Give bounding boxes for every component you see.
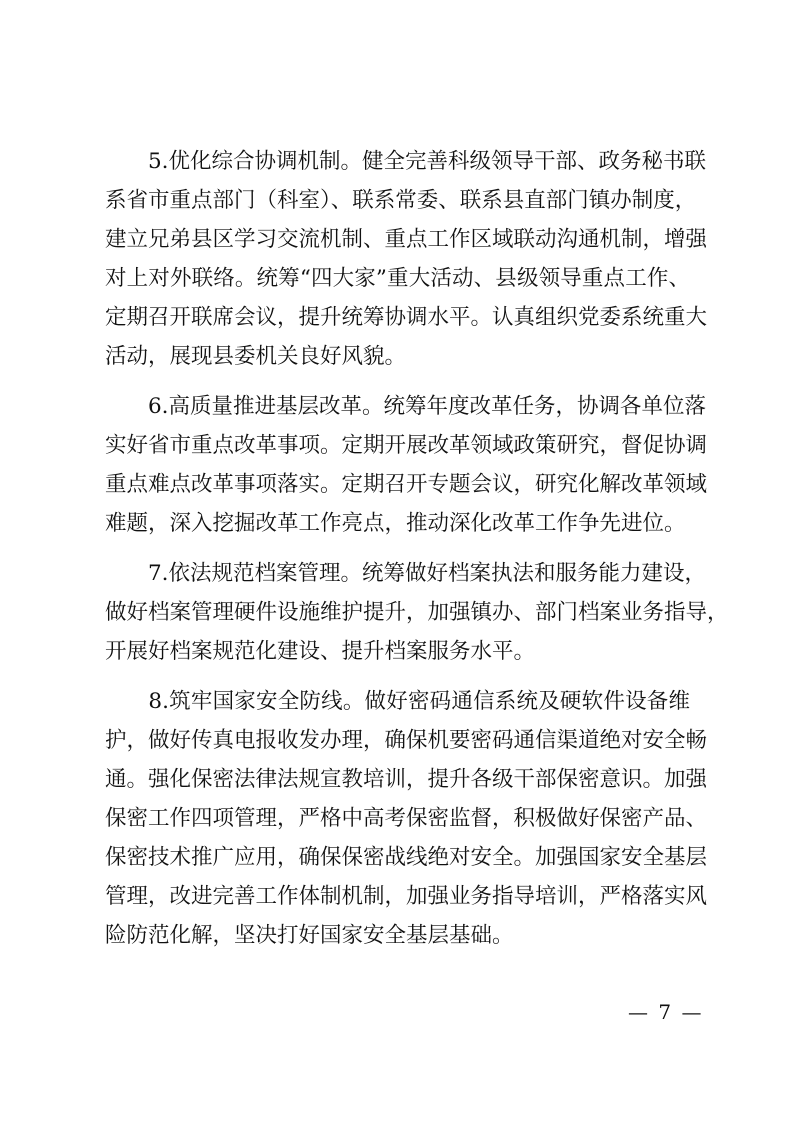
paragraph-8 xyxy=(105,682,708,955)
text-line: 建立兄弟县区学习交流机制、重点工作区域联动沟通机制，增强 xyxy=(105,227,708,252)
paragraph-6 xyxy=(105,387,708,543)
text-line: 实好省市重点改革事项。定期开展改革领域政策研究，督促协调 xyxy=(105,433,708,458)
text-line: 做好档案管理硬件设施维护提升，加强镇办、部门档案业务指导， xyxy=(105,600,729,625)
text-line: 难题，深入挖掘改革工作亮点，推动深化改革工作争先进位。 xyxy=(105,511,686,536)
text-line: 护，做好传真电报收发办理，确保机要密码通信渠道绝对安全畅 xyxy=(105,728,708,753)
text-line: 定期召开联席会议，提升统筹协调水平。认真组织党委系统重大 xyxy=(105,305,708,330)
text-line: 管理，改进完善工作体制机制，加强业务指导培训，严格落实风 xyxy=(105,884,708,909)
text-line: 保密工作四项管理，严格中高考保密监督，积极做好保密产品、 xyxy=(105,806,708,831)
text-line: 7.依法规范档案管理。统筹做好档案执法和服务能力建设， xyxy=(105,561,707,586)
text-line: 重点难点改革事项落实。定期召开专题会议，研究化解改革领域 xyxy=(105,472,708,497)
text-line: 对上对外联络。统筹“四大家”重大活动、县级领导重点工作、 xyxy=(105,266,690,291)
text-line: 6.高质量推进基层改革。统筹年度改革任务，协调各单位落 xyxy=(105,394,707,419)
text-line: 通。强化保密法律法规宣教培训，提升各级干部保密意识。加强 xyxy=(105,767,708,792)
document-body xyxy=(105,142,729,955)
text-line: 保密技术推广应用，确保保密战线绝对安全。加强国家安全基层 xyxy=(105,845,708,870)
text-line: 险防范化解，坚决打好国家安全基层基础。 xyxy=(105,923,514,948)
text-line: 系省市重点部门（科室）、联系常委、联系县直部门镇办制度， xyxy=(105,188,697,213)
paragraph-5 xyxy=(105,142,708,376)
text-line: 8.筑牢国家安全防线。做好密码通信系统及硬软件设备维 xyxy=(105,689,690,714)
text-line: 活动，展现县委机关良好风貌。 xyxy=(105,344,407,369)
paragraph-7 xyxy=(105,554,729,671)
page-number: — 7 — xyxy=(628,1000,704,1024)
text-line: 5.优化综合协调机制。健全完善科级领导干部、政务秘书联 xyxy=(105,149,707,174)
text-line: 开展好档案规范化建设、提升档案服务水平。 xyxy=(105,639,536,664)
